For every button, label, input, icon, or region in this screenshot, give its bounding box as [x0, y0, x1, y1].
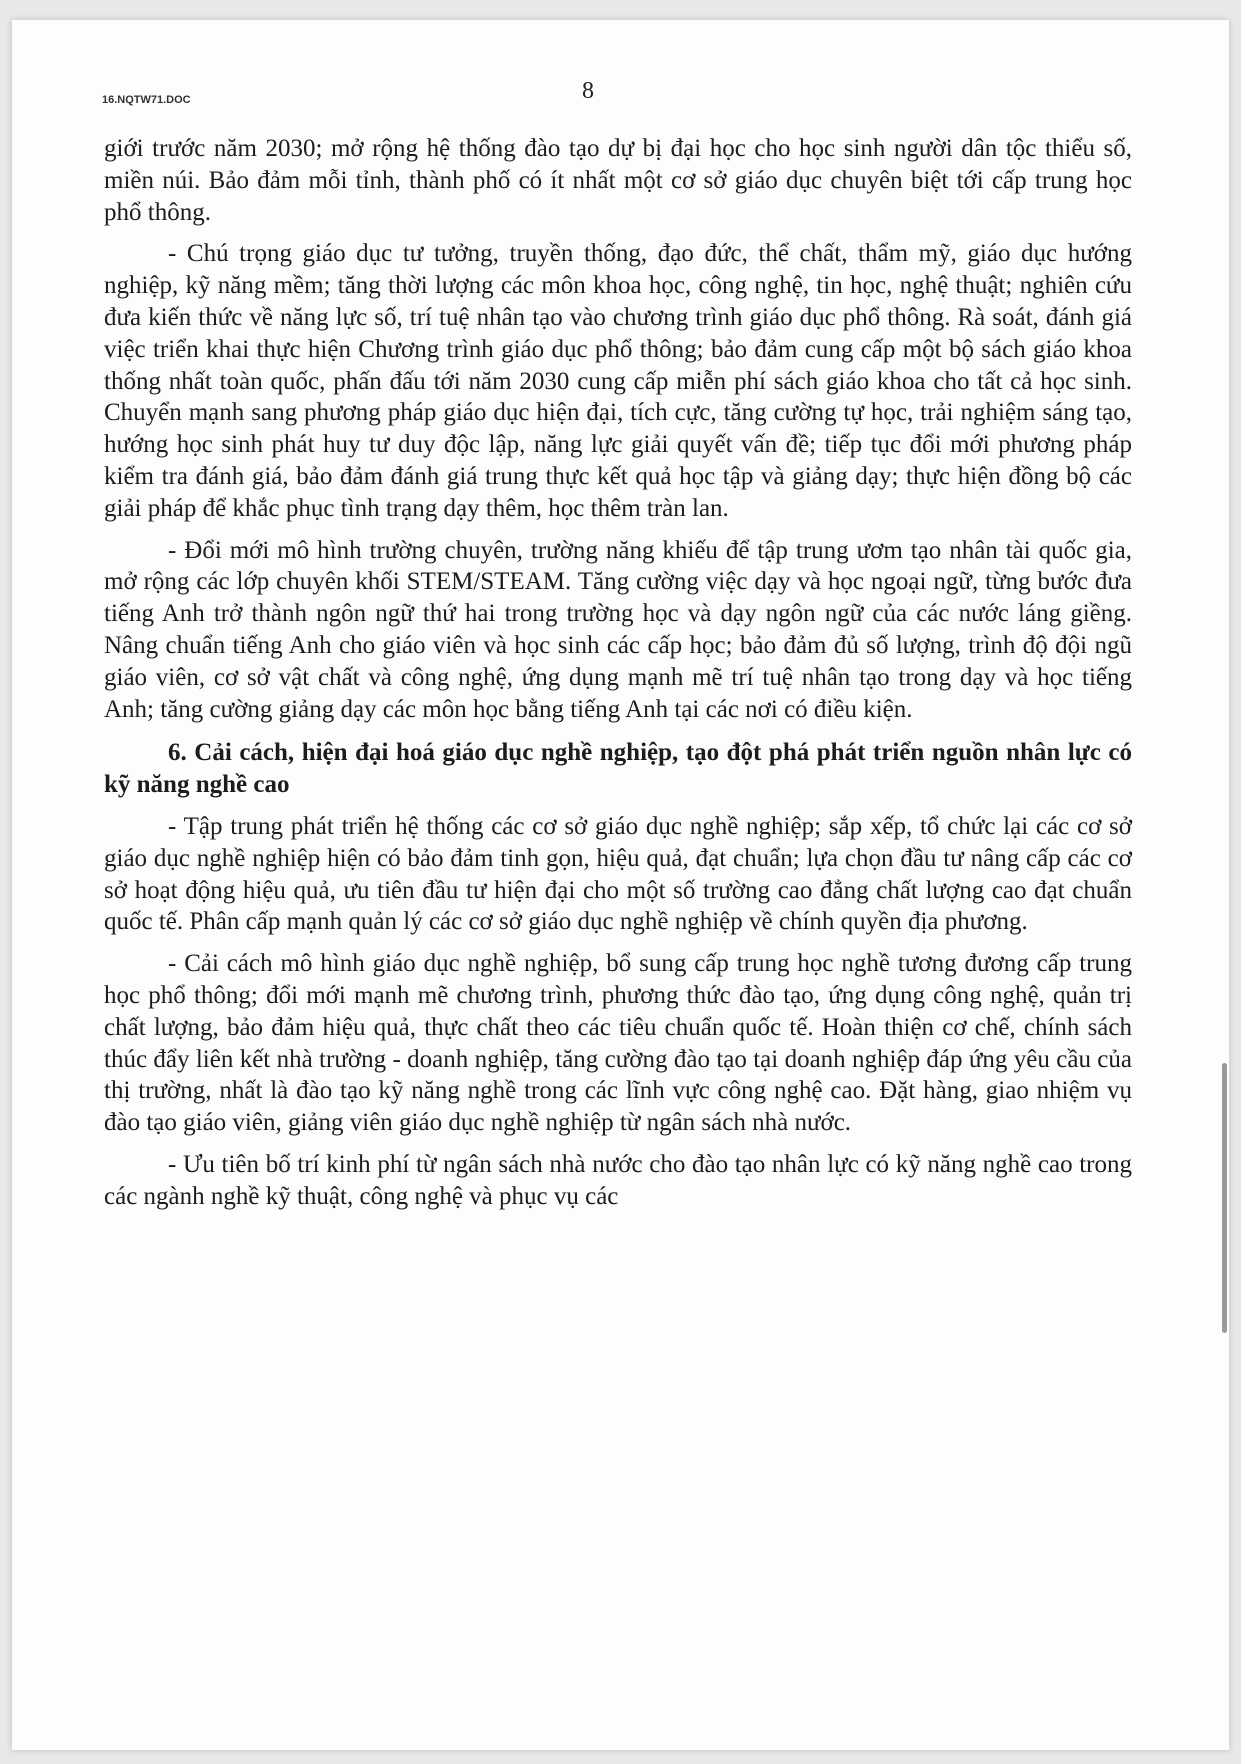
page-number: 8 — [582, 78, 594, 104]
section-heading: 6. Cải cách, hiện đại hoá giáo dục nghề nghiệp, tạo đột phá phát triển nguồn nhân lực có kỹ năng nghề cao — [104, 739, 1132, 799]
page-header — [102, 72, 1102, 112]
document-page — [12, 20, 1229, 1750]
paragraph-item: - Đổi mới mô hình trường chuyên, trường năng khiếu để tập trung ươm tạo nhân tài quốc gia, mở rộng các lớp chuyên khối STEM/STEAM. Tăng cường việc dạy và học ngoại ngữ, từng bước đưa tiếng Anh trở thành ngôn ngữ thứ hai trong trường học và dạy ngôn ngữ của các nước láng giềng. Nâng chuẩn tiếng Anh cho giáo viên và học sinh các cấp học; bảo đảm đủ số lượng, trình độ đội ngũ giáo viên, cơ sở vật chất và công nghệ, ứng dụng mạnh mẽ trí tuệ nhân tạo trong dạy và học tiếng Anh; tăng cường giảng dạy các môn học bằng tiếng Anh tại các nơi có điều kiện. — [104, 536, 1132, 723]
paragraph-item: - Chú trọng giáo dục tư tưởng, truyền thống, đạo đức, thể chất, thẩm mỹ, giáo dục hướng nghiệp, kỹ năng mềm; tăng thời lượng các môn khoa học, công nghệ, tin học, nghệ thuật; nghiên cứu đưa kiến thức về năng lực số, trí tuệ nhân tạo vào chương trình giáo dục phổ thông. Rà soát, đánh giá việc triển khai thực hiện Chương trình giáo dục phổ thông; bảo đảm cung cấp một bộ sách giáo khoa thống nhất toàn quốc, phấn đấu tới năm 2030 cung cấp miễn phí sách giáo khoa cho tất cả học sinh. Chuyển mạnh sang phương pháp giáo dục hiện đại, tích cực, tăng cường tự học, trải nghiệm sáng tạo, hướng học sinh phát huy tư duy độc lập, năng lực giải quyết vấn đề; tiếp tục đổi mới phương pháp kiểm tra đánh giá, bảo đảm đánh giá trung thực kết quả học tập và giảng dạy; thực hiện đồng bộ các giải pháp để khắc phục tình trạng dạy thêm, học thêm tràn lan. — [104, 240, 1132, 522]
document-body — [104, 133, 1132, 1221]
paragraph-item: - Ưu tiên bố trí kinh phí từ ngân sách nhà nước cho đào tạo nhân lực có kỹ năng nghề cao trong các ngành nghề kỹ thuật, công nghệ và phục vụ các — [104, 1150, 1132, 1210]
file-name-label: 16.NQTW71.DOC — [102, 94, 191, 106]
paragraph-continuation: giới trước năm 2030; mở rộng hệ thống đào tạo dự bị đại học cho học sinh người dân tộc thiểu số, miền núi. Bảo đảm mỗi tỉnh, thành phố có ít nhất một cơ sở giáo dục chuyên biệt tới cấp trung học phổ thông. — [104, 135, 1132, 226]
paragraph-item: - Cải cách mô hình giáo dục nghề nghiệp, bổ sung cấp trung học nghề tương đương cấp trung học phổ thông; đổi mới mạnh mẽ chương trình, phương thức đào tạo, ứng dụng công nghệ, quản trị chất lượng, bảo đảm hiệu quả, thực chất theo các tiêu chuẩn quốc tế. Hoàn thiện cơ chế, chính sách thúc đẩy liên kết nhà trường - doanh nghiệp, tăng cường đào tạo tại doanh nghiệp đáp ứng yêu cầu của thị trường, nhất là đào tạo kỹ năng nghề trong các lĩnh vực công nghệ cao. Đặt hàng, giao nhiệm vụ đào tạo giáo viên, giảng viên giáo dục nghề nghiệp từ ngân sách nhà nước. — [104, 950, 1132, 1137]
vertical-scrollbar[interactable] — [1222, 1063, 1227, 1333]
paragraph-item: - Tập trung phát triển hệ thống các cơ sở giáo dục nghề nghiệp; sắp xếp, tổ chức lại các cơ sở giáo dục nghề nghiệp hiện có bảo đảm tinh gọn, hiệu quả, đạt chuẩn; lựa chọn đầu tư nâng cấp các cơ sở hoạt động hiệu quả, ưu tiên đầu tư hiện đại cho một số trường cao đẳng chất lượng cao đạt chuẩn quốc tế. Phân cấp mạnh quản lý các cơ sở giáo dục nghề nghiệp về chính quyền địa phương. — [104, 812, 1132, 936]
